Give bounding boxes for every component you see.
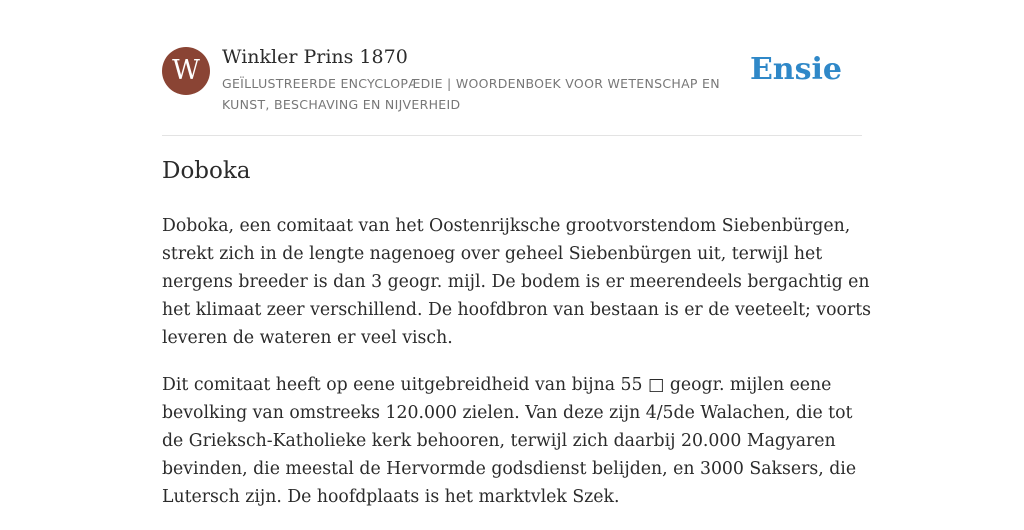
source-avatar[interactable]: W (162, 47, 210, 95)
source-subtitle: GEÏLLUSTREERDE ENCYCLOPÆDIE | WOORDENBOEK VOOR WETENSCHAP EN KUNST, BESCHAVING EN NIJVERHEID (222, 76, 720, 112)
source-title[interactable]: Winkler Prins 1870 (222, 46, 408, 68)
article-body (162, 212, 872, 530)
article-paragraph-1: Doboka, een comitaat van het Oostenrijksche grootvorstendom Siebenbürgen, strekt zich in de lengte nagenoeg over geheel Siebenbürgen uit, terwijl het nergens breeder is dan 3 geogr. mijl. De bodem is er meerendeels bergachtig en het klimaat zeer verschillend. De hoofdbron van bestaan is er de veeteelt; voorts leveren de wateren er veel visch. (162, 216, 872, 348)
ensie-logo-link[interactable]: Ensie (749, 52, 842, 87)
header-divider (162, 135, 862, 136)
article-title: Doboka (162, 158, 251, 184)
article-paragraph-2: Dit comitaat heeft op eene uitgebreidheid van bijna 55 □ geogr. mijlen eene bevolking van omstreeks 120.000 zielen. Van deze zijn 4/5de Walachen, die tot de Grieksch-Katholieke kerk behooren, terwijl zich daarbij 20.000 Magyaren bevinden, die meestal de Hervormde godsdienst belijden, en 3000 Saksers, die Lutersch zijn. De hoofdplaats is het marktvlek Szek. (162, 375, 857, 507)
